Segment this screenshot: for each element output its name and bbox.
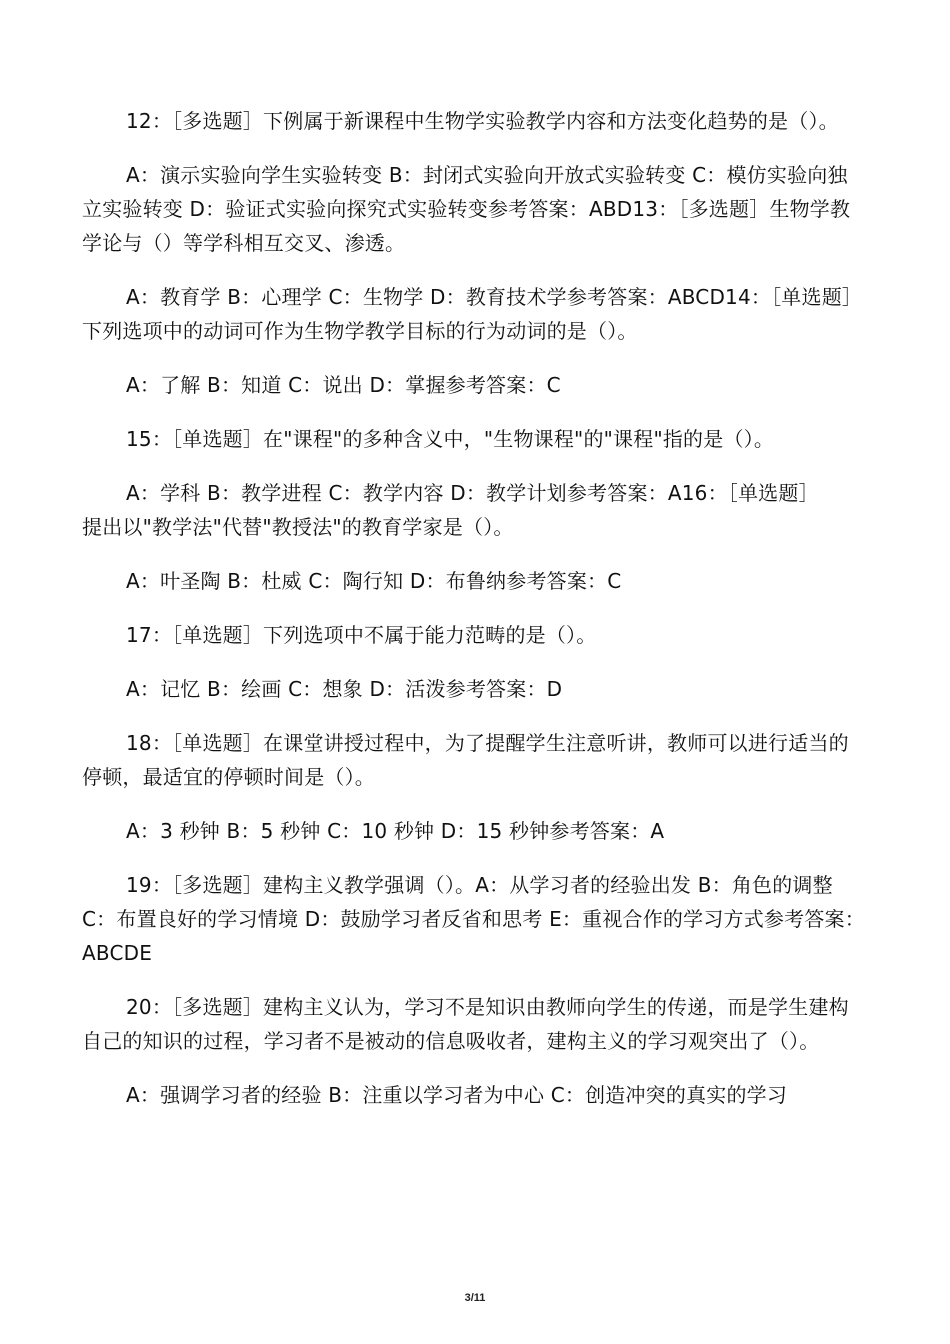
question-15-options-and-question-16: A：学科 B：教学进程 C：教学内容 D：教学计划参考答案：A16：［单选题］ 提出以"教学法"代替"教授法"的教育学家是（）。: [82, 481, 819, 539]
question-19: 19：［多选题］建构主义教学强调（）。A：从学习者的经验出发 B：角色的调整 C：布置良好的学习情境 D：鼓励学习者反省和思考 E：重视合作的学习方式参考答案：ABCDE: [82, 873, 865, 965]
document-body: [82, 104, 867, 1132]
question-15: 15：［单选题］在"课程"的多种含义中，"生物课程"的"课程"指的是（）。: [126, 427, 775, 451]
question-12: 12：［多选题］下例属于新课程中生物学实验教学内容和方法变化趋势的是（）。: [126, 109, 839, 133]
question-14-options: A：了解 B：知道 C：说出 D：掌握参考答案：C: [126, 373, 561, 397]
question-20-options: A：强调学习者的经验 B：注重以学习者为中心 C：创造冲突的真实的学习: [126, 1083, 788, 1107]
question-18-options: A：3 秒钟 B：5 秒钟 C：10 秒钟 D：15 秒钟参考答案：A: [126, 819, 665, 843]
question-17: 17：［单选题］下列选项中不属于能力范畴的是（）。: [126, 623, 597, 647]
question-12-options-and-question-13: A：演示实验向学生实验转变 B：封闭式实验向开放式实验转变 C：模仿实验向独立实验转变 D：验证式实验向探究式实验转变参考答案：ABD13：［多选题］生物学教学论与（）等学科相互交叉、渗透。: [82, 163, 851, 255]
question-17-options: A：记忆 B：绘画 C：想象 D：活泼参考答案：D: [126, 677, 563, 701]
page-number: 3/11: [464, 1292, 486, 1304]
question-20: 20：［多选题］建构主义认为，学习不是知识由教师向学生的传递，而是学生建构自己的知识的过程，学习者不是被动的信息吸收者，建构主义的学习观突出了（）。: [82, 995, 849, 1053]
question-18: 18：［单选题］在课堂讲授过程中，为了提醒学生注意听讲，教师可以进行适当的停顿，最适宜的停顿时间是（）。: [82, 731, 849, 789]
question-16-options: A：叶圣陶 B：杜威 C：陶行知 D：布鲁纳参考答案：C: [126, 569, 622, 593]
question-13-options-and-question-14: A：教育学 B：心理学 C：生物学 D：教育技术学参考答案：ABCD14：［单选题］下列选项中的动词可作为生物学教学目标的行为动词的是（）。: [82, 285, 863, 343]
